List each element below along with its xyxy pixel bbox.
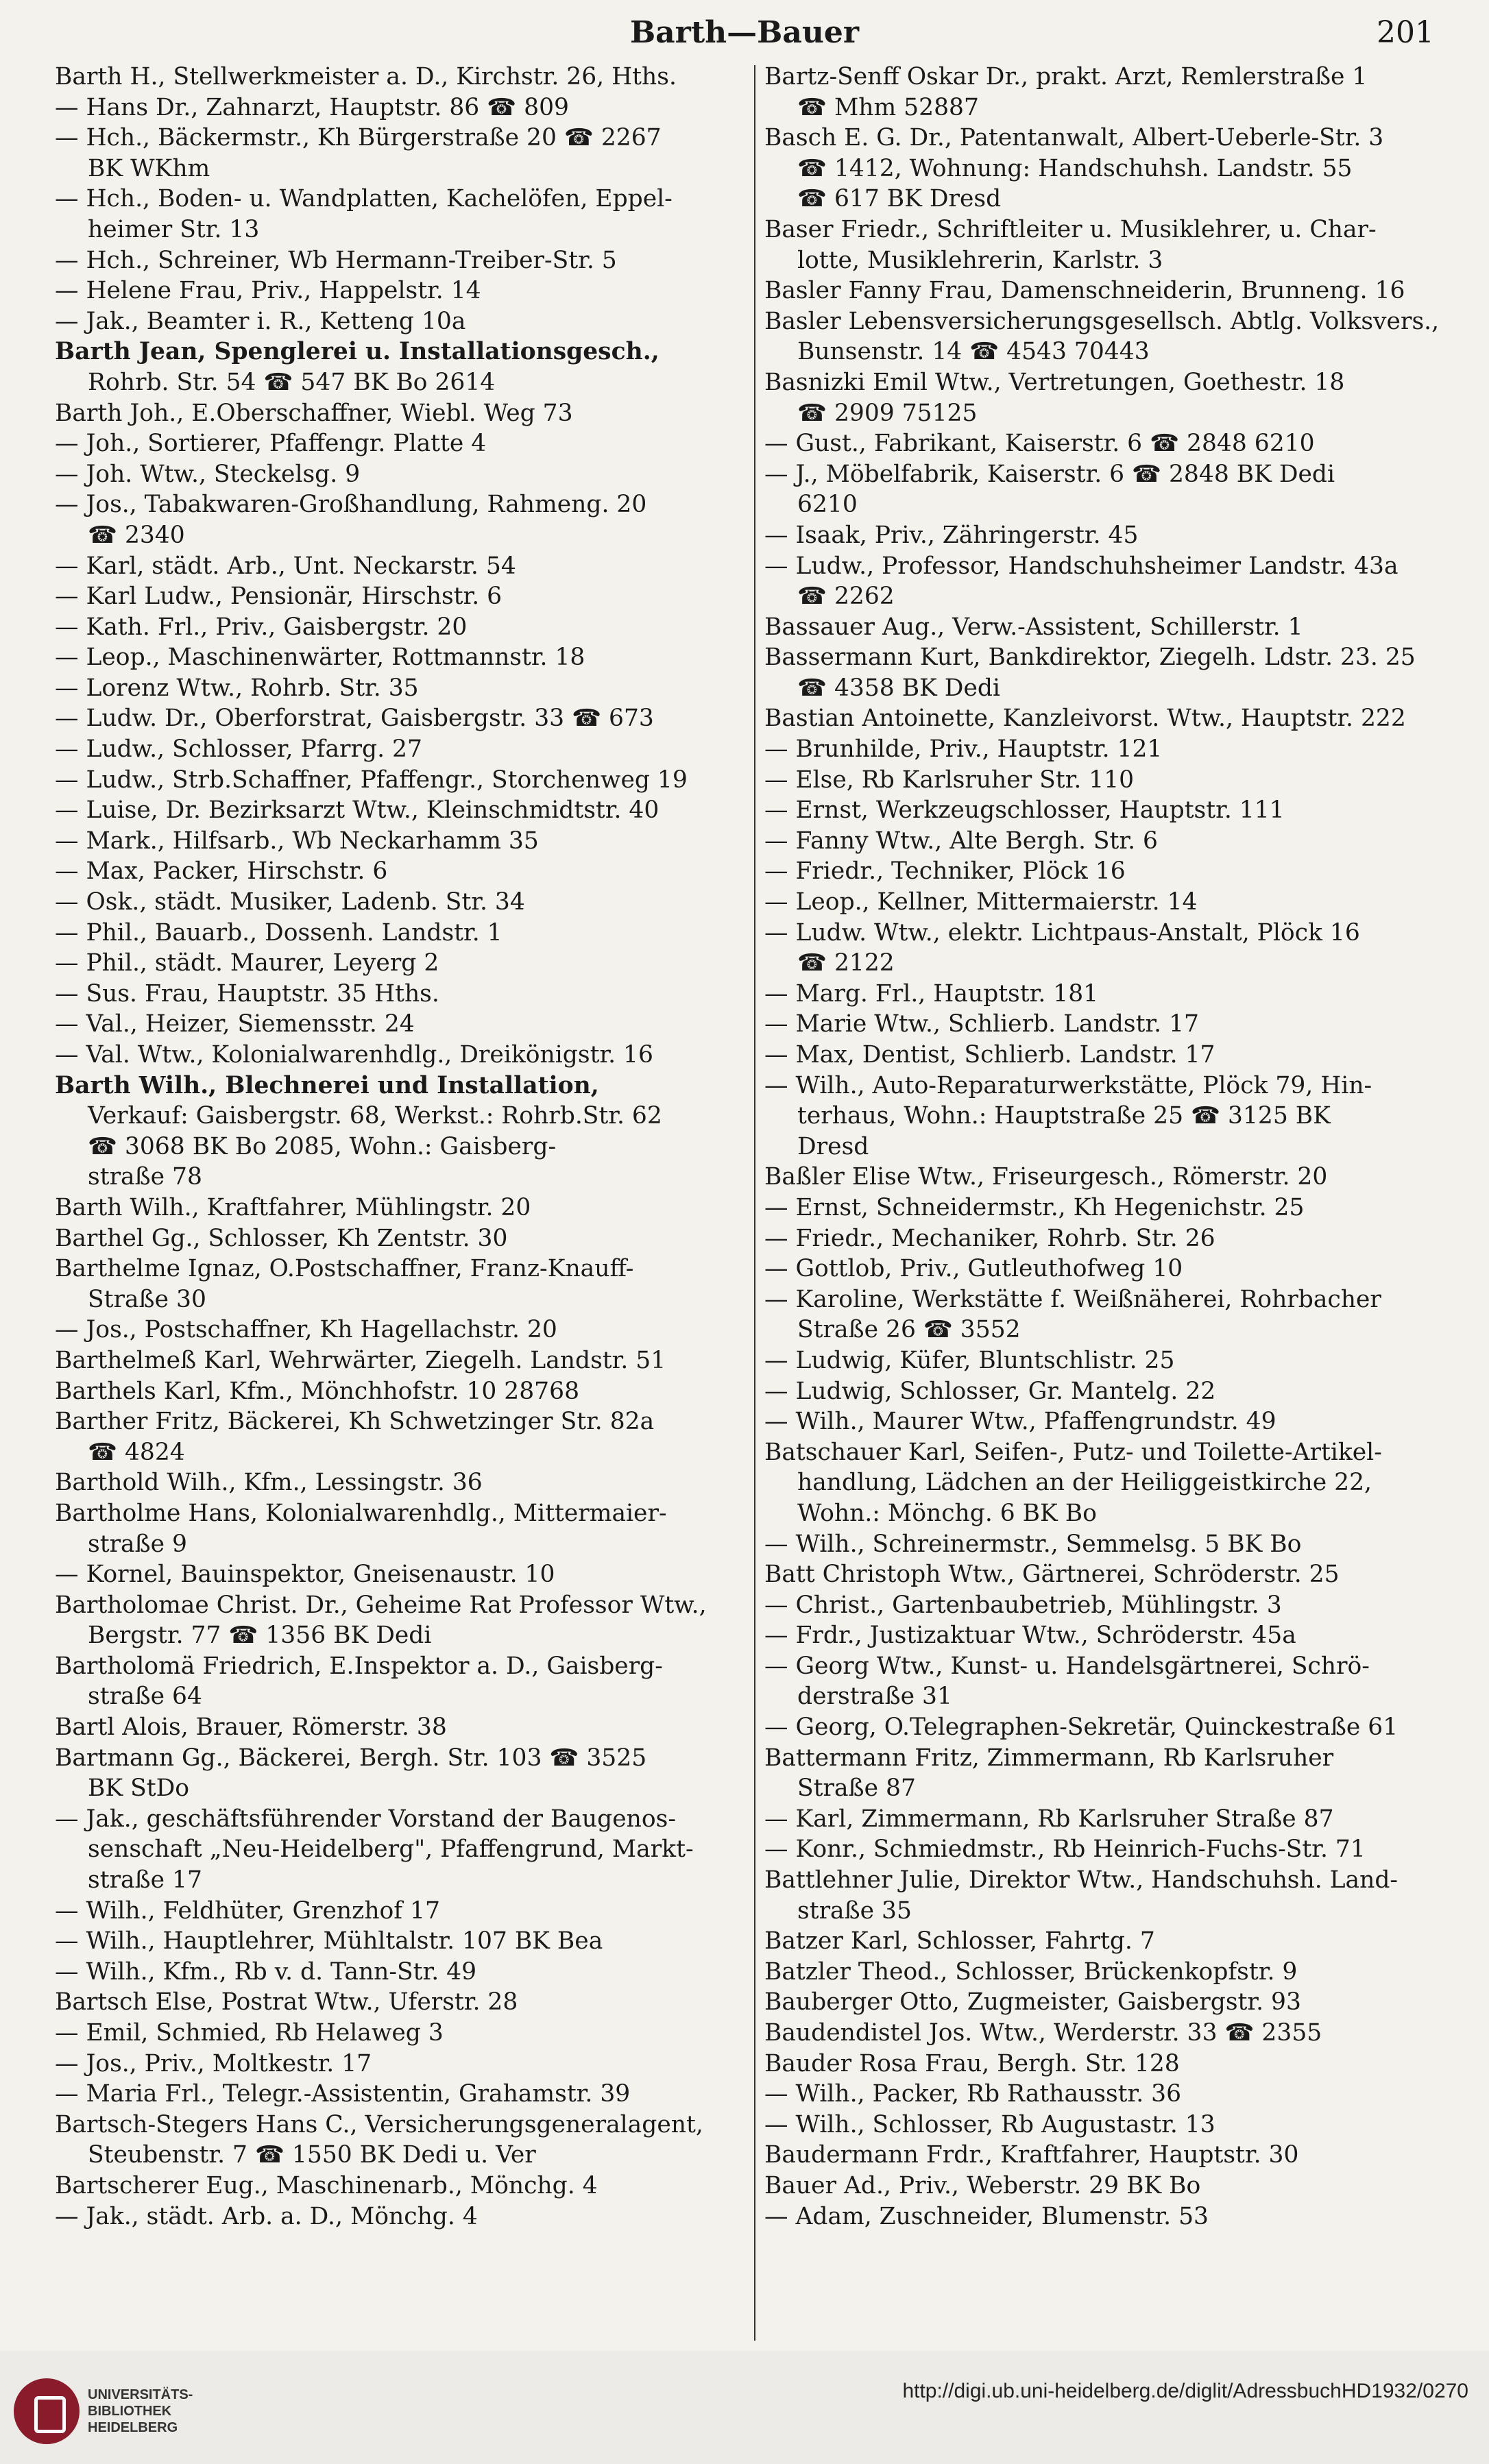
directory-entry-line: ☎ 2262 xyxy=(797,583,895,611)
directory-entry-line: — Ludw., Strb.Schaffner, Pfaffengr., Storchenweg 19 xyxy=(55,766,688,794)
directory-entry-line: — Wilh., Maurer Wtw., Pfaffengrundstr. 49 xyxy=(764,1408,1276,1436)
directory-entry-line: — Luise, Dr. Bezirksarzt Wtw., Kleinschmidtstr. 40 xyxy=(55,796,659,825)
directory-entry-line: — Georg, O.Telegraphen-Sekretär, Quinckestraße 61 xyxy=(764,1713,1399,1742)
directory-entry-line: Rohrb. Str. 54 ☎ 547 BK Bo 2614 xyxy=(88,368,496,396)
directory-entry-line: — Wilh., Packer, Rb Rathausstr. 36 xyxy=(764,2080,1182,2108)
directory-entry-line: Wohn.: Mönchg. 6 BK Bo xyxy=(797,1499,1097,1527)
directory-entry-line: terhaus, Wohn.: Hauptstraße 25 ☎ 3125 BK xyxy=(797,1102,1331,1130)
directory-entry-line: ☎ 3068 BK Bo 2085, Wohn.: Gaisberg- xyxy=(88,1132,557,1160)
directory-entry-line: Bartz-Senff Oskar Dr., prakt. Arzt, Remlerstraße 1 xyxy=(764,63,1368,90)
directory-entry-line: Batschauer Karl, Seifen-, Putz- und Toilette-Artikel- xyxy=(764,1438,1382,1466)
directory-entry-line: — Jak., städt. Arb. a. D., Mönchg. 4 xyxy=(55,2202,478,2230)
directory-entry-line: senschaft „Neu-Heidelberg", Pfaffengrund, Markt- xyxy=(88,1835,694,1864)
directory-entry-line: — Karoline, Werkstätte f. Weißnäherei, Rohrbacher xyxy=(764,1285,1381,1313)
directory-entry-line: Bergstr. 77 ☎ 1356 BK Dedi xyxy=(88,1622,432,1650)
directory-entry-line: — Wilh., Auto-Reparaturwerkstätte, Plöck 79, Hin- xyxy=(764,1071,1372,1099)
directory-entry-line: — Jak., Beamter i. R., Ketteng 10a xyxy=(55,307,466,335)
directory-entry-line: — Wilh., Hauptlehrer, Mühltalstr. 107 BK Bea xyxy=(55,1927,603,1955)
directory-entry-line: — Friedr., Mechaniker, Rohrb. Str. 26 xyxy=(764,1224,1215,1252)
directory-entry-line: Dresd xyxy=(797,1132,869,1160)
directory-entry-line: — Ludw. Wtw., elektr. Lichtpaus-Anstalt, Plöck 16 xyxy=(764,918,1360,947)
directory-entry-line: Basler Fanny Frau, Damenschneiderin, Brunneng. 16 xyxy=(764,277,1405,305)
directory-entry-line: — Phil., Bauarb., Dossenh. Landstr. 1 xyxy=(55,918,503,947)
directory-entry-line: Bauberger Otto, Zugmeister, Gaisbergstr. 93 xyxy=(764,1988,1301,2016)
directory-entry-line: Batzer Karl, Schlosser, Fahrtg. 7 xyxy=(764,1927,1155,1955)
directory-entry-line: Bartl Alois, Brauer, Römerstr. 38 xyxy=(55,1713,447,1742)
directory-entry-line: Bartmann Gg., Bäckerei, Bergh. Str. 103 ☎ 3525 xyxy=(55,1744,647,1772)
directory-entry-line: BK WKhm xyxy=(88,154,210,182)
directory-entry-line: Steubenstr. 7 ☎ 1550 BK Dedi u. Ver xyxy=(88,2141,536,2169)
page-title: Barth—Bauer xyxy=(629,15,860,50)
directory-entry-line: — Sus. Frau, Hauptstr. 35 Hths. xyxy=(55,979,439,1008)
directory-entry-line: — Joh., Sortierer, Pfaffengr. Platte 4 xyxy=(55,430,487,458)
directory-entry-line: ☎ 2122 xyxy=(797,949,895,977)
directory-entry-line: — Konr., Schmiedmstr., Rb Heinrich-Fuchs-Str. 71 xyxy=(764,1835,1366,1864)
directory-entry-line: — Wilh., Feldhüter, Grenzhof 17 xyxy=(55,1896,440,1925)
directory-entry-line: ☎ 1412, Wohnung: Handschuhsh. Landstr. 55 xyxy=(797,154,1353,182)
directory-entry-line: — Ludwig, Schlosser, Gr. Mantelg. 22 xyxy=(764,1377,1216,1405)
directory-entry-line: — Marie Wtw., Schlierb. Landstr. 17 xyxy=(764,1010,1199,1038)
directory-entry-line: — Wilh., Kfm., Rb v. d. Tann-Str. 49 xyxy=(55,1957,477,1986)
directory-entry-line: — Frdr., Justizaktuar Wtw., Schröderstr. 45a xyxy=(764,1622,1296,1650)
directory-entry-line: — Leop., Kellner, Mittermaierstr. 14 xyxy=(764,888,1198,916)
directory-entry-line: — Hch., Boden- u. Wandplatten, Kachelöfen, Eppel- xyxy=(55,185,673,213)
directory-entry-line: Bassauer Aug., Verw.-Assistent, Schillerstr. 1 xyxy=(764,613,1303,641)
directory-entry-line: straße 17 xyxy=(88,1866,202,1894)
directory-entry-line: — Maria Frl., Telegr.-Assistentin, Grahamstr. 39 xyxy=(55,2080,631,2108)
directory-entry-line: — Kath. Frl., Priv., Gaisbergstr. 20 xyxy=(55,613,468,641)
directory-entry-line: — Ludwig, Küfer, Bluntschlistr. 25 xyxy=(764,1346,1175,1374)
directory-entry-line: — Marg. Frl., Hauptstr. 181 xyxy=(764,979,1099,1008)
viewer-footer xyxy=(0,2351,1489,2464)
directory-entry-line: Straße 30 xyxy=(88,1285,206,1313)
directory-entry-line: Bartscherer Eug., Maschinenarb., Mönchg. 4 xyxy=(55,2171,598,2199)
directory-entry-line: Baudendistel Jos. Wtw., Werderstr. 33 ☎ 2355 xyxy=(764,2019,1322,2047)
directory-entry-line: — Kornel, Bauinspektor, Gneisenaustr. 10 xyxy=(55,1561,555,1589)
page-header xyxy=(48,12,1441,53)
directory-entry-line: Battermann Fritz, Zimmermann, Rb Karlsruher xyxy=(764,1744,1334,1772)
library-logo[interactable] xyxy=(14,2378,206,2447)
directory-entry-line: BK StDo xyxy=(88,1774,190,1803)
directory-entry-line: — Max, Packer, Hirschstr. 6 xyxy=(55,857,388,886)
right-column xyxy=(764,62,1460,2232)
directory-entry-line: Basler Lebensversicherungsgesellsch. Abtlg. Volksvers., xyxy=(764,307,1440,335)
directory-entry-line: — Joh. Wtw., Steckelsg. 9 xyxy=(55,460,361,488)
directory-entry-line: — Lorenz Wtw., Rohrb. Str. 35 xyxy=(55,674,419,702)
directory-entry-line: Baser Friedr., Schriftleiter u. Musiklehrer, u. Char- xyxy=(764,215,1377,243)
directory-entry-line: lotte, Musiklehrerin, Karlstr. 3 xyxy=(797,246,1163,274)
directory-entry-line: — Max, Dentist, Schlierb. Landstr. 17 xyxy=(764,1041,1215,1069)
directory-entry-line: straße 78 xyxy=(88,1163,202,1191)
directory-entry-line: Straße 26 ☎ 3552 xyxy=(797,1316,1021,1344)
directory-entry-line: — Val. Wtw., Kolonialwarenhdlg., Dreikönigstr. 16 xyxy=(55,1041,653,1069)
directory-entry-line: — Osk., städt. Musiker, Ladenb. Str. 34 xyxy=(55,888,525,916)
directory-entry-line: — Hch., Schreiner, Wb Hermann-Treiber-Str. 5 xyxy=(55,246,617,274)
directory-entry-line: Batt Christoph Wtw., Gärtnerei, Schröderstr. 25 xyxy=(764,1561,1340,1589)
directory-entry-line: straße 35 xyxy=(797,1896,912,1925)
directory-entry-line: — Fanny Wtw., Alte Bergh. Str. 6 xyxy=(764,827,1158,855)
directory-entry-line: — Ernst, Schneidermstr., Kh Hegenichstr. 25 xyxy=(764,1193,1305,1221)
directory-entry-line: — Hch., Bäckermstr., Kh Bürgerstraße 20 ☎ 2267 xyxy=(55,124,662,152)
directory-entry-line: Barthelmeß Karl, Wehrwärter, Ziegelh. Landstr. 51 xyxy=(55,1346,666,1374)
directory-entry-line: Batzler Theod., Schlosser, Brückenkopfstr. 9 xyxy=(764,1957,1298,1986)
directory-entry-line: — Karl, Zimmermann, Rb Karlsruher Straße 87 xyxy=(764,1805,1334,1833)
directory-entry-line: — Wilh., Schlosser, Rb Augustastr. 13 xyxy=(764,2110,1215,2138)
directory-entry-line: — Ludw., Professor, Handschuhsheimer Landstr. 43a xyxy=(764,552,1399,580)
directory-entry-line: — Emil, Schmied, Rb Helaweg 3 xyxy=(55,2019,444,2047)
directory-entry-line: Bauder Rosa Frau, Bergh. Str. 128 xyxy=(764,2049,1180,2077)
directory-entry-line: Basch E. G. Dr., Patentanwalt, Albert-Ueberle-Str. 3 xyxy=(764,124,1384,152)
directory-entry-line: — Helene Frau, Priv., Happelstr. 14 xyxy=(55,277,481,305)
directory-entry-line: Barth Joh., E.Oberschaffner, Wiebl. Weg 73 xyxy=(55,399,573,427)
directory-entry-line: Basnizki Emil Wtw., Vertretungen, Goethestr. 18 xyxy=(764,368,1345,396)
directory-entry-line: Baßler Elise Wtw., Friseurgesch., Römerstr. 20 xyxy=(764,1163,1328,1191)
directory-entry-line: Barth Jean, Spenglerei u. Installationsgesch., xyxy=(55,338,659,366)
directory-entry-line: Bartholomä Friedrich, E.Inspektor a. D., Gaisberg- xyxy=(55,1652,663,1680)
directory-entry-line: — J., Möbelfabrik, Kaiserstr. 6 ☎ 2848 BK Dedi xyxy=(764,460,1335,488)
directory-entry-line: Battlehner Julie, Direktor Wtw., Handschuhsh. Land- xyxy=(764,1866,1399,1894)
directory-entry-line: Bartholomae Christ. Dr., Geheime Rat Professor Wtw., xyxy=(55,1591,707,1619)
directory-entry-line: — Jos., Priv., Moltkestr. 17 xyxy=(55,2049,372,2077)
directory-entry-line: Verkauf: Gaisbergstr. 68, Werkst.: Rohrb.Str. 62 xyxy=(88,1102,662,1130)
directory-entry-line: Baudermann Frdr., Kraftfahrer, Hauptstr. 30 xyxy=(764,2141,1299,2169)
directory-entry-line: — Ernst, Werkzeugschlosser, Hauptstr. 111 xyxy=(764,796,1285,825)
library-name: UNIVERSITÄTS- BIBLIOTHEK HEIDELBERG xyxy=(88,2387,193,2435)
directory-entry-line: — Gust., Fabrikant, Kaiserstr. 6 ☎ 2848 6210 xyxy=(764,430,1315,458)
directory-entry-line: straße 9 xyxy=(88,1530,188,1558)
directory-entry-line: straße 64 xyxy=(88,1683,202,1711)
directory-entry-line: — Friedr., Techniker, Plöck 16 xyxy=(764,857,1126,886)
directory-entry-line: Barth H., Stellwerkmeister a. D., Kirchstr. 26, Hths. xyxy=(55,63,677,90)
directory-entry-line: — Ludw. Dr., Oberforstrat, Gaisbergstr. 33 ☎ 673 xyxy=(55,705,654,733)
source-url-link[interactable]: http://digi.ub.uni-heidelberg.de/diglit/AdressbuchHD1932/0270 xyxy=(902,2380,1468,2402)
directory-entry-line: Bartholme Hans, Kolonialwarenhdlg., Mittermaier- xyxy=(55,1499,667,1527)
directory-entry-line: Barthels Karl, Kfm., Mönchhofstr. 10 28768 xyxy=(55,1377,580,1405)
directory-entry-line: — Jos., Tabakwaren-Großhandlung, Rahmeng. 20 xyxy=(55,491,647,519)
directory-entry-line: — Georg Wtw., Kunst- u. Handelsgärtnerei, Schrö- xyxy=(764,1652,1370,1680)
directory-entry-line: Bastian Antoinette, Kanzleivorst. Wtw., Hauptstr. 222 xyxy=(764,705,1406,733)
directory-entry-line: Barther Fritz, Bäckerei, Kh Schwetzinger Str. 82a xyxy=(55,1408,655,1436)
directory-entry-line: ☎ 4358 BK Dedi xyxy=(797,674,1000,702)
directory-entry-line: ☎ 617 BK Dresd xyxy=(797,185,1002,213)
directory-entry-line: Bartsch Else, Postrat Wtw., Uferstr. 28 xyxy=(55,1988,518,2016)
library-seal-icon xyxy=(14,2378,80,2444)
directory-entry-line: handlung, Lädchen an der Heiliggeistkirche 22, xyxy=(797,1469,1372,1497)
directory-entry-line: Bauer Ad., Priv., Weberstr. 29 BK Bo xyxy=(764,2171,1201,2199)
directory-entry-line: Bassermann Kurt, Bankdirektor, Ziegelh. Ldstr. 23. 25 xyxy=(764,644,1416,672)
directory-entry-line: Barth Wilh., Kraftfahrer, Mühlingstr. 20 xyxy=(55,1193,531,1221)
directory-entry-line: — Ludw., Schlosser, Pfarrg. 27 xyxy=(55,735,422,764)
directory-entry-line: — Else, Rb Karlsruher Str. 110 xyxy=(764,766,1135,794)
directory-entry-line: — Brunhilde, Priv., Hauptstr. 121 xyxy=(764,735,1163,764)
directory-entry-line: — Jak., geschäftsführender Vorstand der Baugenos- xyxy=(55,1805,676,1833)
directory-entry-line: — Isaak, Priv., Zähringerstr. 45 xyxy=(764,521,1139,549)
directory-entry-line: — Wilh., Schreinermstr., Semmelsg. 5 BK Bo xyxy=(764,1530,1302,1558)
directory-entry-line: — Karl, städt. Arb., Unt. Neckarstr. 54 xyxy=(55,552,516,580)
left-column xyxy=(55,62,754,2232)
directory-entry-line: heimer Str. 13 xyxy=(88,215,260,243)
directory-entry-line: — Karl Ludw., Pensionär, Hirschstr. 6 xyxy=(55,583,503,611)
directory-entry-line: — Adam, Zuschneider, Blumenstr. 53 xyxy=(764,2202,1209,2230)
directory-entry-line: — Leop., Maschinenwärter, Rottmannstr. 18 xyxy=(55,644,585,672)
directory-entry-line: Bartsch-Stegers Hans C., Versicherungsgeneralagent, xyxy=(55,2110,703,2138)
directory-entry-line: ☎ 2340 xyxy=(88,521,185,549)
directory-entry-line: — Christ., Gartenbaubetrieb, Mühlingstr. 3 xyxy=(764,1591,1282,1619)
directory-entry-line: ☎ Mhm 52887 xyxy=(797,93,979,121)
directory-entry-line: — Jos., Postschaffner, Kh Hagellachstr. 20 xyxy=(55,1316,557,1344)
directory-entry-line: ☎ 2909 75125 xyxy=(797,399,978,427)
directory-entry-line: — Gottlob, Priv., Gutleuthofweg 10 xyxy=(764,1255,1183,1283)
directory-entry-line: Barthel Gg., Schlosser, Kh Zentstr. 30 xyxy=(55,1224,508,1252)
directory-entry-line: Barthelme Ignaz, O.Postschaffner, Franz-Knauff- xyxy=(55,1255,634,1283)
directory-entry-line: Bunsenstr. 14 ☎ 4543 70443 xyxy=(797,338,1150,366)
directory-entry-line: — Hans Dr., Zahnarzt, Hauptstr. 86 ☎ 809 xyxy=(55,93,569,121)
column-divider xyxy=(754,65,755,2341)
directory-entry-line: derstraße 31 xyxy=(797,1683,952,1711)
directory-entry-line: Straße 87 xyxy=(797,1774,916,1803)
directory-entry-line: Barthold Wilh., Kfm., Lessingstr. 36 xyxy=(55,1469,483,1497)
directory-entry-line: Barth Wilh., Blechnerei und Installation, xyxy=(55,1071,599,1099)
directory-entry-line: 6210 xyxy=(797,491,858,519)
directory-entry-line: — Mark., Hilfsarb., Wb Neckarhamm 35 xyxy=(55,827,539,855)
directory-entry-line: ☎ 4824 xyxy=(88,1438,185,1466)
page-number: 201 xyxy=(1377,15,1434,50)
directory-entry-line: — Val., Heizer, Siemensstr. 24 xyxy=(55,1010,415,1038)
directory-entry-line: — Phil., städt. Maurer, Leyerg 2 xyxy=(55,949,439,977)
